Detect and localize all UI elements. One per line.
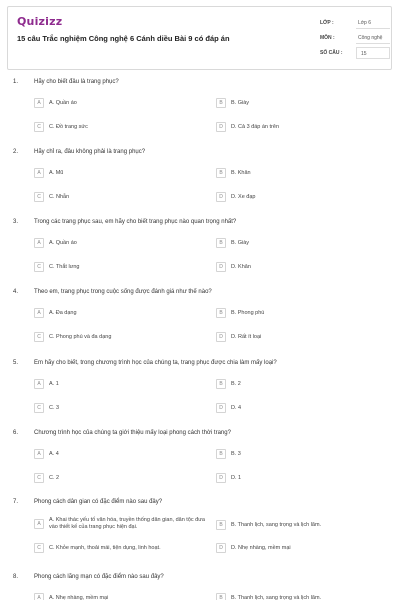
option-text: C. Phong phú và đa dạng: [49, 333, 112, 340]
option-d[interactable]: [216, 473, 241, 483]
option-text: D. Rất ít loại: [231, 333, 262, 340]
option-d[interactable]: [216, 543, 291, 553]
option-text: A. Quần áo: [49, 99, 77, 106]
option-text: D. Khăn: [231, 263, 251, 270]
option-b[interactable]: [216, 98, 249, 108]
option-c[interactable]: [34, 473, 59, 483]
option-text: B. Giày: [231, 99, 250, 106]
option-text: C. Khỏe mạnh, thoải mái, tiện dụng, linh hoạt.: [49, 544, 161, 551]
question-text: Phong cách dân gian có đặc điểm nào sau đây?: [34, 499, 163, 505]
option-text: A. Mũ: [49, 169, 64, 176]
meta-count-row: [320, 45, 390, 60]
option-c[interactable]: [34, 262, 79, 272]
option-a[interactable]: [34, 517, 214, 531]
question-number: 2.: [13, 149, 19, 155]
option-d[interactable]: [216, 192, 255, 202]
question-number: 3.: [13, 219, 19, 225]
option-text: A. Nhẹ nhàng, mềm mại: [49, 594, 109, 600]
option-text: B. Thanh lịch, sang trọng và lịch lãm.: [231, 594, 322, 600]
option-a[interactable]: [34, 593, 108, 600]
option-letter-d: D: [216, 122, 226, 132]
option-letter-c: C: [34, 262, 44, 272]
option-text: C. 3: [49, 404, 60, 411]
option-text: B. Thanh lịch, sang trọng và lịch lãm.: [231, 521, 322, 528]
option-letter-d: D: [216, 262, 226, 272]
option-b[interactable]: [216, 520, 386, 530]
option-a[interactable]: [34, 308, 77, 318]
option-letter-a: A: [34, 168, 44, 178]
option-c[interactable]: [34, 122, 88, 132]
option-text: D. Cả 3 đáp án trên: [231, 123, 280, 130]
option-letter-b: B: [216, 449, 226, 459]
question-number: 6.: [13, 430, 19, 436]
option-b[interactable]: [216, 238, 249, 248]
meta-subject-label: MÔN :: [320, 34, 335, 41]
option-letter-d: D: [216, 192, 226, 202]
option-text: C. Đồ trang sức: [49, 123, 88, 130]
question-text: Phong cách lãng mạn có đặc điểm nào sau đây?: [34, 574, 164, 580]
option-letter-a: A: [34, 238, 44, 248]
option-letter-c: C: [34, 332, 44, 342]
option-text: B. 3: [231, 450, 241, 457]
option-b[interactable]: [216, 168, 251, 178]
option-letter-b: B: [216, 379, 226, 389]
option-letter-d: D: [216, 332, 226, 342]
option-letter-b: B: [216, 593, 226, 600]
option-text: A. Quần áo: [49, 239, 77, 246]
option-letter-b: B: [216, 98, 226, 108]
option-letter-c: C: [34, 122, 44, 132]
option-text: B. Phong phú: [231, 309, 265, 316]
option-letter-c: C: [34, 403, 44, 413]
question-text: Theo em, trang phục trong cuộc sống được đánh giá như thế nào?: [34, 289, 212, 295]
option-text: C. 2: [49, 474, 60, 481]
option-text: B. 2: [231, 380, 241, 387]
meta-class-label: LỚP :: [320, 19, 334, 26]
option-text: D. 4: [231, 404, 242, 411]
question-text: Hãy chỉ ra, đâu không phải là trang phục?: [34, 149, 146, 155]
option-letter-d: D: [216, 473, 226, 483]
question-number: 1.: [13, 79, 19, 85]
question-number: 7.: [13, 499, 19, 505]
option-letter-b: B: [216, 308, 226, 318]
option-d[interactable]: [216, 122, 279, 132]
meta-subject-value: Công nghệ: [356, 32, 390, 44]
option-letter-a: A: [34, 593, 44, 600]
meta-class-value: Lớp 6: [356, 17, 390, 29]
option-text: C. Nhẫn: [49, 193, 70, 200]
option-letter-c: C: [34, 473, 44, 483]
question-text: Trong các trang phục sau, em hãy cho biết trang phục nào quan trọng nhất?: [34, 219, 237, 225]
option-text: B. Giày: [231, 239, 250, 246]
option-c[interactable]: [34, 403, 59, 413]
option-text: A. Khai thác yếu tố văn hóa, truyền thống dân gian, dân tộc đưa vào thiết kế của trang phục hiện đại.: [49, 517, 205, 530]
option-a[interactable]: [34, 238, 77, 248]
option-text: D. Nhẹ nhàng, mềm mại: [231, 544, 291, 551]
quizizz-logo[interactable]: Quizizz: [17, 15, 63, 28]
option-text: A. 1: [49, 380, 59, 387]
option-d[interactable]: [216, 403, 241, 413]
option-d[interactable]: [216, 332, 261, 342]
option-a[interactable]: [34, 98, 77, 108]
option-c[interactable]: [34, 192, 69, 202]
option-c[interactable]: [34, 332, 111, 342]
option-d[interactable]: [216, 262, 251, 272]
option-letter-d: D: [216, 543, 226, 553]
option-letter-d: D: [216, 403, 226, 413]
question-text: Em hãy cho biết, trong chương trình học của chúng ta, trang phục được chia làm mấy loại?: [34, 360, 277, 366]
option-text: C. Thắt lưng: [49, 263, 80, 270]
option-text: A. 4: [49, 450, 59, 457]
option-b[interactable]: [216, 449, 241, 459]
question-number: 5.: [13, 360, 19, 366]
option-letter-c: C: [34, 192, 44, 202]
option-a[interactable]: [34, 168, 63, 178]
option-c[interactable]: [34, 543, 161, 553]
quiz-meta: [320, 15, 390, 60]
meta-class-row: [320, 15, 390, 30]
meta-count-label: SỐ CÂU :: [320, 49, 343, 56]
option-letter-b: B: [216, 238, 226, 248]
meta-subject-row: [320, 30, 390, 45]
quiz-header: [7, 6, 392, 70]
question-text: Hãy cho biết đâu là trang phục?: [34, 79, 119, 85]
option-letter-a: A: [34, 449, 44, 459]
question-text: Chương trình học của chúng ta giới thiệu mấy loại phong cách thời trang?: [34, 430, 231, 436]
option-b[interactable]: [216, 379, 241, 389]
option-letter-a: A: [34, 379, 44, 389]
option-letter-b: B: [216, 168, 226, 178]
option-text: B. Khăn: [231, 169, 251, 176]
option-letter-b: B: [216, 520, 226, 530]
option-letter-a: A: [34, 98, 44, 108]
question-number: 4.: [13, 289, 19, 295]
option-b[interactable]: [216, 308, 264, 318]
option-letter-c: C: [34, 543, 44, 553]
option-text: D. 1: [231, 474, 242, 481]
quiz-title: 15 câu Trắc nghiệm Công nghệ 6 Cánh diều Bài 9 có đáp án: [17, 34, 230, 43]
question-number: 8.: [13, 574, 19, 580]
meta-count-value: 15: [356, 47, 390, 59]
option-letter-a: A: [34, 519, 44, 529]
option-text: A. Đa dạng: [49, 309, 77, 316]
option-a[interactable]: [34, 449, 59, 459]
option-text: D. Xe đạp: [231, 193, 256, 200]
option-a[interactable]: [34, 379, 59, 389]
option-b[interactable]: [216, 593, 321, 600]
option-letter-a: A: [34, 308, 44, 318]
